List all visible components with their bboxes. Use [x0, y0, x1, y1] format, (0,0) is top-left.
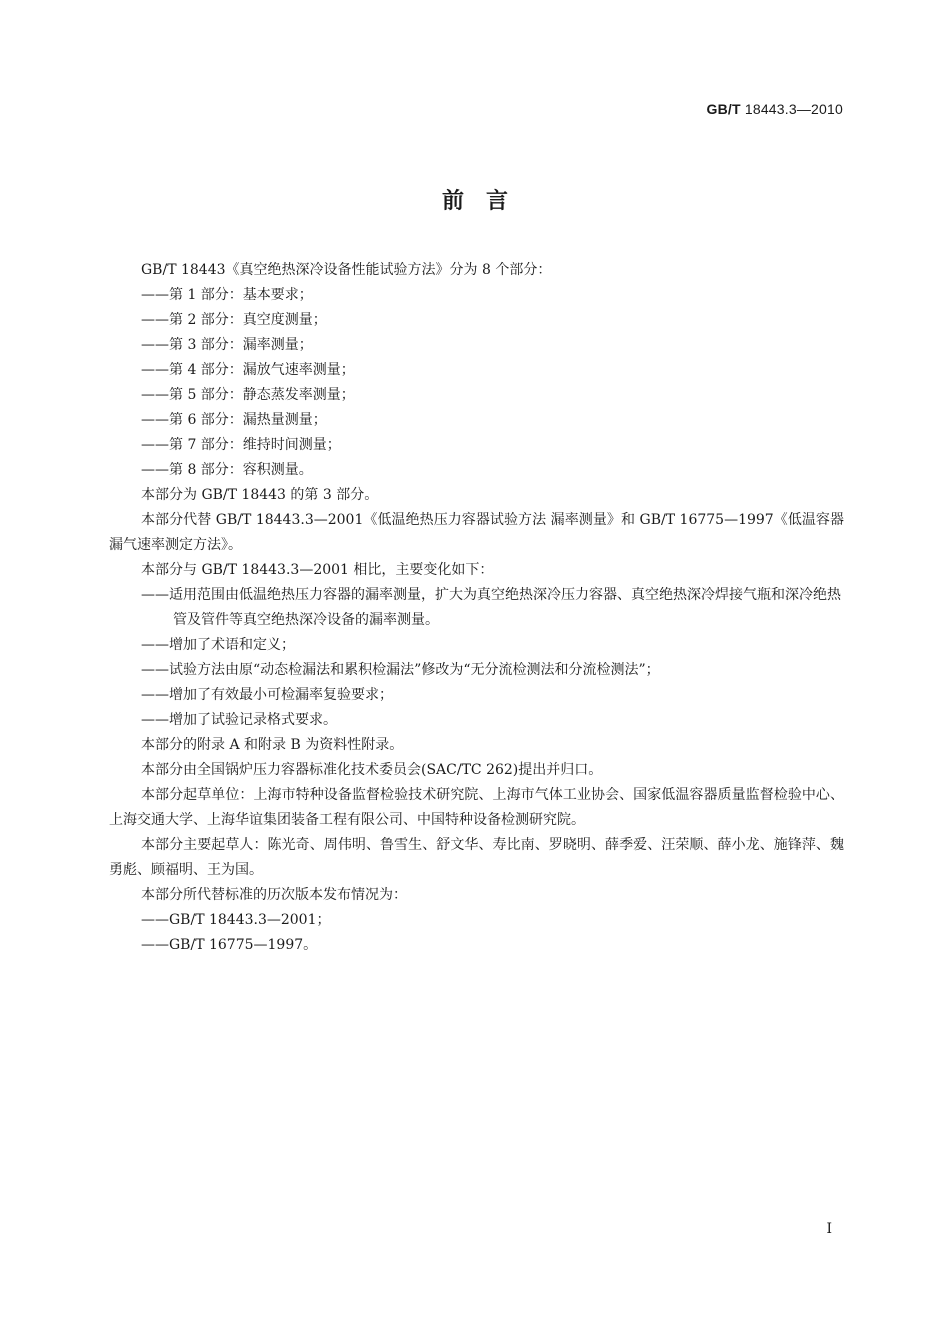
change-item: ——增加了试验记录格式要求。 — [141, 712, 337, 728]
history-intro-paragraph: 本部分所代替标准的历次版本发布情况为： — [141, 887, 407, 903]
title-char-2: 言 — [485, 189, 508, 214]
history-item: ——GB/T 16775—1997。 — [141, 937, 318, 953]
history-item: ——GB/T 18443.3—2001； — [141, 912, 331, 928]
this-part-paragraph: 本部分为 GB/T 18443 的第 3 部分。 — [141, 487, 379, 503]
standard-code: GB/T — [706, 101, 741, 117]
title-char-1: 前 — [441, 189, 464, 214]
part-item: ——第 3 部分：漏率测量； — [141, 337, 313, 353]
change-item: ——增加了有效最小可检漏率复验要求； — [141, 687, 393, 703]
page-number: I — [826, 1221, 832, 1237]
part-item: ——第 2 部分：真空度测量； — [141, 312, 327, 328]
replaces-paragraph: 本部分代替 GB/T 18443.3—2001《低温绝热压力容器试验方法 漏率测量》和 GB/T 16775—1997《低温容器漏气速率测定方法》。 — [109, 512, 844, 553]
foreword-body — [109, 258, 844, 958]
drafters-paragraph: 本部分主要起草人：陈光奇、周伟明、鲁雪生、舒文华、寿比南、罗晓明、薛季爱、汪荣顺、薛小龙、施锋萍、魏勇彪、顾福明、王为国。 — [109, 837, 844, 878]
drafting-units-paragraph: 本部分起草单位：上海市特种设备监督检验技术研究院、上海市气体工业协会、国家低温容器质量监督检验中心、上海交通大学、上海华谊集团装备工程有限公司、中国特种设备检测研究院。 — [109, 787, 844, 828]
change-item: ——试验方法由原“动态检漏法和累积检漏法”修改为“无分流检测法和分流检测法”； — [141, 662, 660, 678]
part-item: ——第 4 部分：漏放气速率测量； — [141, 362, 355, 378]
standard-number: 18443.3—2010 — [744, 101, 843, 117]
annex-paragraph: 本部分的附录 A 和附录 B 为资料性附录。 — [141, 737, 404, 753]
change-item: ——增加了术语和定义； — [141, 637, 295, 653]
part-item: ——第 1 部分：基本要求； — [141, 287, 313, 303]
change-item: ——适用范围由低温绝热压力容器的漏率测量，扩大为真空绝热深冷压力容器、真空绝热深冷焊接气瓶和深冷绝热管及管件等真空绝热深冷设备的漏率测量。 — [141, 587, 841, 628]
proposed-paragraph: 本部分由全国锅炉压力容器标准化技术委员会(SAC/TC 262)提出并归口。 — [141, 762, 603, 778]
document-header — [707, 101, 844, 117]
changes-intro-paragraph: 本部分与 GB/T 18443.3—2001 相比，主要变化如下： — [141, 562, 494, 578]
intro-paragraph: GB/T 18443《真空绝热深冷设备性能试验方法》分为 8 个部分： — [141, 262, 552, 278]
part-item: ——第 7 部分：维持时间测量； — [141, 437, 341, 453]
part-item: ——第 6 部分：漏热量测量； — [141, 412, 327, 428]
part-item: ——第 5 部分：静态蒸发率测量； — [141, 387, 355, 403]
part-item: ——第 8 部分：容积测量。 — [141, 462, 313, 478]
page-title — [0, 184, 950, 215]
